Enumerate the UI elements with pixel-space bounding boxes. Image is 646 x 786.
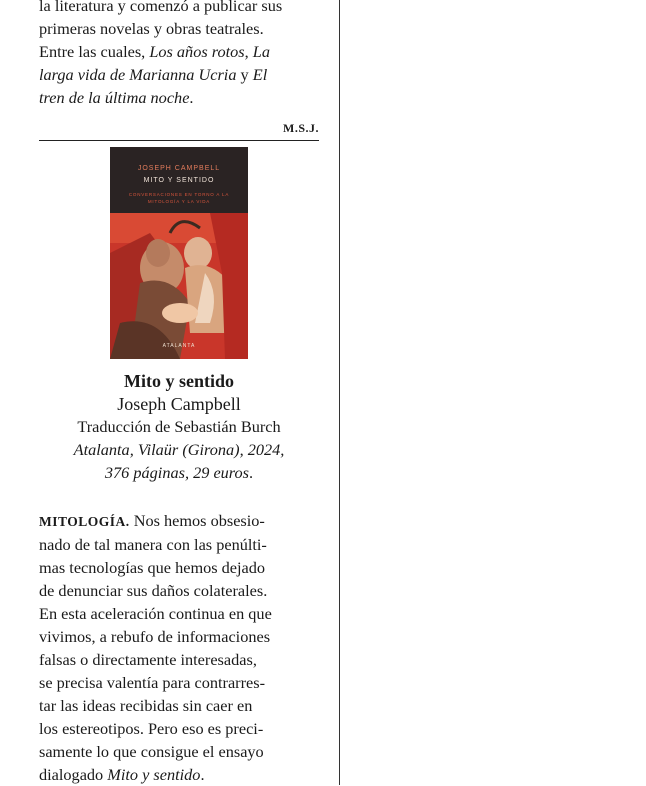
cover-subtitle: CONVERSACIONES EN TORNO A LA MITOLOGÍA Y LA VIDA bbox=[128, 192, 230, 204]
book-title: Mito y sentido bbox=[124, 371, 234, 391]
cover-publisher: ATALANTA bbox=[162, 343, 196, 349]
text-line: de denunciar sus daños colaterales. bbox=[39, 581, 268, 600]
text-line: vivimos, a rebufo de informaciones bbox=[39, 627, 271, 646]
cover-author: JOSEPH CAMPBELL bbox=[137, 165, 221, 172]
author-signature: M.S.J. bbox=[283, 121, 319, 135]
book-pages-price: 376 páginas, 29 euros. bbox=[104, 463, 254, 482]
previous-article-ending bbox=[39, 0, 319, 109]
book-details bbox=[39, 370, 319, 484]
book-translator: Traducción de Sebastián Burch bbox=[77, 417, 281, 436]
text-line: MITOLOGÍA. Nos hemos obsesio- bbox=[39, 511, 265, 530]
cover-painting bbox=[110, 213, 248, 359]
book-publisher: Atalanta, Vilaür (Girona), 2024, bbox=[73, 440, 285, 459]
text-line: la literatura y comenzó a publicar sus bbox=[39, 0, 283, 15]
text-line: samente lo que consigue el ensayo bbox=[39, 742, 264, 761]
review-kicker: MITOLOGÍA. bbox=[39, 514, 130, 529]
text-line: mas tecnologías que hemos dejado bbox=[39, 558, 266, 577]
text-line: nado de tal manera con las penúlti- bbox=[39, 535, 267, 554]
text-line: falsas o directamente interesadas, bbox=[39, 650, 257, 669]
text-line: dialogado Mito y sentido. bbox=[39, 765, 205, 784]
book-cover-image bbox=[110, 147, 248, 359]
text-line: tar las ideas recibidas sin caer en bbox=[39, 696, 253, 715]
column-divider bbox=[339, 0, 340, 785]
cover-title: MITO Y SENTIDO bbox=[143, 177, 215, 184]
text-line: los estereotipos. Pero eso es preci- bbox=[39, 719, 264, 738]
text-line: tren de la última noche. bbox=[39, 88, 194, 107]
text-line: primeras novelas y obras teatrales. bbox=[39, 19, 264, 38]
book-review bbox=[39, 509, 319, 786]
book-author: Joseph Campbell bbox=[117, 394, 241, 414]
text-line: se precisa valentía para contrarres- bbox=[39, 673, 265, 692]
text-line: larga vida de Marianna Ucria y El bbox=[39, 65, 268, 84]
text-line: En esta aceleración continua en que bbox=[39, 604, 272, 623]
section-divider bbox=[39, 140, 319, 141]
text-line: Entre las cuales, Los años rotos, La bbox=[39, 42, 270, 61]
